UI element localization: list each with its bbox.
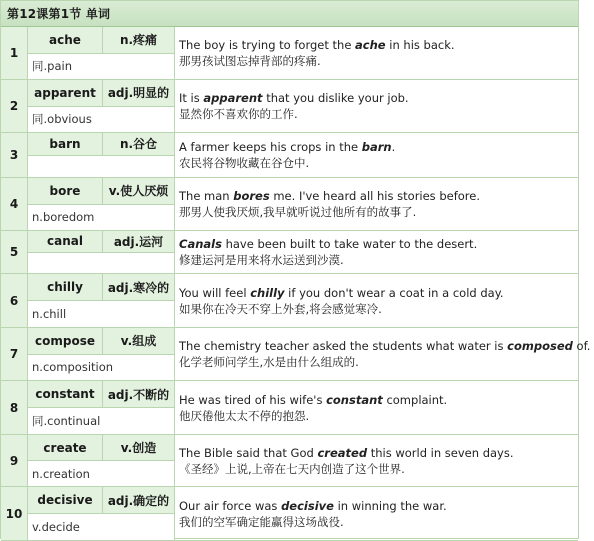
word-cell bbox=[28, 178, 175, 230]
english-sentence bbox=[179, 285, 574, 301]
word-cell bbox=[28, 487, 175, 540]
part-of-speech: adj.不断的 bbox=[107, 387, 170, 402]
part-of-speech: n.谷仓 bbox=[119, 137, 158, 152]
part-of-speech: adj.确定的 bbox=[107, 493, 170, 508]
table-row bbox=[1, 27, 578, 80]
sentence-text: me. I've heard all his stories before. bbox=[269, 189, 480, 203]
example-cell bbox=[175, 487, 578, 540]
sentence-text: The Bible said that God bbox=[179, 445, 318, 460]
english-sentence bbox=[179, 139, 574, 155]
row-number: 6 bbox=[1, 274, 28, 327]
english-sentence bbox=[179, 188, 574, 204]
sentence-text: if you don't wear a coat in a cold day. bbox=[284, 285, 504, 300]
example-cell bbox=[175, 133, 578, 177]
example-cell bbox=[175, 231, 578, 273]
related-form: v.decide bbox=[28, 514, 174, 540]
word-header bbox=[28, 80, 174, 107]
word-header bbox=[28, 328, 174, 355]
table-row bbox=[1, 178, 578, 231]
example-cell bbox=[175, 328, 594, 380]
sentence-text: . bbox=[391, 140, 396, 154]
related-form bbox=[28, 156, 174, 178]
vocabulary-word: canal bbox=[28, 231, 103, 252]
related-form bbox=[28, 253, 174, 274]
sentence-keyword: composed bbox=[507, 339, 573, 353]
chinese-translation: 修建运河是用来将水运送到沙漠. bbox=[179, 253, 344, 267]
word-header bbox=[28, 27, 174, 54]
sentence-text: He was tired of his wife's bbox=[179, 392, 327, 407]
example-cell bbox=[175, 80, 578, 132]
sentence-keyword: apparent bbox=[203, 91, 263, 105]
vocabulary-word: constant bbox=[28, 381, 103, 407]
chinese-translation: 我们的空军确定能赢得这场战役. bbox=[179, 514, 344, 529]
table-row bbox=[1, 328, 591, 381]
sentence-keyword: ache bbox=[355, 38, 386, 52]
sentence-text: The chemistry teacher asked the students what water is bbox=[179, 339, 508, 353]
sentence-text: It is bbox=[179, 91, 204, 105]
word-header bbox=[28, 133, 174, 156]
sentence-keyword: barn bbox=[361, 140, 392, 154]
chinese-translation: 《圣经》上说,上帝在七天内创造了这个世界. bbox=[179, 461, 405, 476]
english-sentence bbox=[179, 338, 590, 354]
vocabulary-word: decisive bbox=[28, 487, 103, 513]
vocabulary-word: ache bbox=[28, 27, 103, 53]
sentence-text: of. bbox=[572, 339, 591, 353]
related-form: n.chill bbox=[28, 301, 174, 327]
row-number: 9 bbox=[1, 435, 28, 486]
english-sentence bbox=[179, 90, 574, 106]
word-header bbox=[28, 178, 174, 205]
english-sentence bbox=[179, 392, 574, 408]
part-of-speech: v.组成 bbox=[120, 334, 157, 349]
example-cell bbox=[175, 27, 578, 79]
word-cell bbox=[28, 381, 175, 434]
english-sentence bbox=[179, 37, 574, 53]
example-cell bbox=[175, 274, 578, 327]
part-of-speech: v.创造 bbox=[120, 441, 157, 455]
table-row bbox=[1, 487, 578, 541]
vocabulary-word: create bbox=[28, 435, 103, 460]
table-row bbox=[1, 274, 578, 328]
row-number: 4 bbox=[1, 178, 28, 230]
sentence-keyword: constant bbox=[326, 392, 383, 407]
chinese-translation: 如果你在冷天不穿上外套,将会感觉寒冷. bbox=[179, 301, 382, 316]
example-cell bbox=[175, 435, 578, 486]
sentence-text: this world in seven days. bbox=[367, 445, 514, 460]
sentence-text: complaint. bbox=[382, 392, 448, 407]
row-number: 1 bbox=[1, 27, 28, 79]
sentence-text: The boy is trying to forget the bbox=[179, 38, 356, 52]
sentence-text: in winning the war. bbox=[333, 498, 447, 513]
sentence-text: A farmer keeps his crops in the bbox=[179, 140, 362, 154]
chinese-translation: 那男人使我厌烦,我早就听说过他所有的故事了. bbox=[179, 205, 417, 219]
row-number: 2 bbox=[1, 80, 28, 132]
table-row bbox=[1, 435, 578, 487]
word-cell bbox=[28, 274, 175, 327]
word-header bbox=[28, 381, 174, 408]
chinese-translation: 那男孩试图忘掉背部的疼痛. bbox=[179, 54, 321, 68]
part-of-speech: n.疼痛 bbox=[119, 33, 158, 48]
part-of-speech: adj.寒冷的 bbox=[107, 280, 170, 295]
word-cell bbox=[28, 328, 175, 380]
row-number: 8 bbox=[1, 381, 28, 434]
related-form: 同.obvious bbox=[28, 107, 174, 133]
example-cell bbox=[175, 381, 578, 434]
word-cell bbox=[28, 80, 175, 132]
sentence-keyword: bores bbox=[233, 189, 270, 203]
vocabulary-word: apparent bbox=[28, 80, 103, 106]
sentence-text: Our air force was bbox=[179, 498, 282, 513]
table-row bbox=[1, 231, 578, 274]
sentence-keyword: created bbox=[317, 445, 368, 460]
word-header bbox=[28, 274, 174, 301]
chinese-translation: 显然你不喜欢你的工作. bbox=[179, 107, 298, 121]
sentence-keyword: Canals bbox=[179, 237, 222, 251]
table-row bbox=[1, 381, 578, 435]
row-number: 3 bbox=[1, 133, 28, 177]
row-number: 7 bbox=[1, 328, 28, 380]
english-sentence bbox=[179, 236, 574, 252]
word-cell bbox=[28, 133, 175, 177]
word-header bbox=[28, 487, 174, 514]
related-form: 同.pain bbox=[28, 54, 174, 80]
sentence-text: The man bbox=[179, 189, 234, 203]
word-cell bbox=[28, 27, 175, 79]
related-form: 同.continual bbox=[28, 408, 174, 434]
chinese-translation: 农民将谷物收藏在谷仓中. bbox=[179, 156, 310, 170]
row-number: 10 bbox=[1, 487, 28, 540]
sentence-keyword: decisive bbox=[281, 498, 334, 513]
vocabulary-word: barn bbox=[28, 133, 103, 155]
related-form: n.composition bbox=[28, 355, 174, 381]
chinese-translation: 化学老师问学生,水是由什么组成的. bbox=[179, 355, 359, 369]
related-form: n.boredom bbox=[28, 205, 174, 231]
word-cell bbox=[28, 435, 175, 486]
table-row bbox=[1, 133, 578, 178]
english-sentence bbox=[179, 445, 574, 461]
chinese-translation: 他厌倦他太太不停的抱怨. bbox=[179, 408, 310, 423]
vocabulary-rows bbox=[1, 27, 591, 541]
sentence-text: You will feel bbox=[179, 285, 251, 300]
example-cell bbox=[175, 178, 578, 230]
row-number: 5 bbox=[1, 231, 28, 273]
sentence-text: in his back. bbox=[385, 38, 455, 52]
english-sentence bbox=[179, 498, 574, 514]
word-cell bbox=[28, 231, 175, 273]
related-form: n.creation bbox=[28, 461, 174, 486]
vocabulary-word: chilly bbox=[28, 274, 103, 300]
sentence-keyword: chilly bbox=[250, 285, 285, 300]
part-of-speech: adj.明显的 bbox=[107, 86, 170, 101]
part-of-speech: v.使人厌烦 bbox=[108, 184, 169, 199]
sentence-text: that you dislike your job. bbox=[262, 91, 409, 105]
vocabulary-word: bore bbox=[28, 178, 103, 204]
vocabulary-word: compose bbox=[28, 328, 103, 354]
table-row bbox=[1, 80, 578, 133]
word-header bbox=[28, 231, 174, 253]
lesson-title: 第12课第1节 单词 bbox=[1, 1, 578, 27]
part-of-speech: adj.运河 bbox=[113, 234, 164, 249]
sentence-text: have been built to take water to the desert. bbox=[221, 237, 478, 251]
word-header bbox=[28, 435, 174, 461]
